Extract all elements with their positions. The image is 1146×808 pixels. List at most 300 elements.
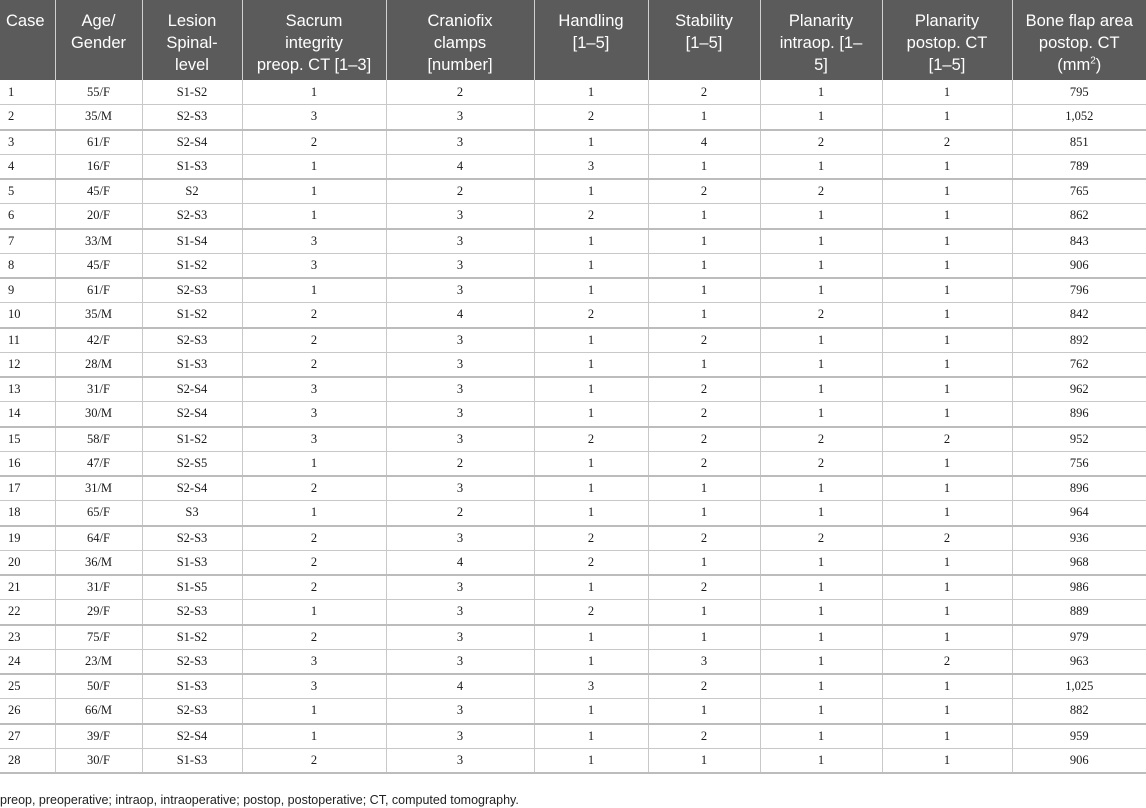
table-cell: S2-S3 [142, 105, 242, 130]
table-cell: 1 [0, 80, 55, 105]
table-cell: 36/M [55, 550, 142, 575]
table-cell: 1 [882, 204, 1012, 229]
table-cell: 3 [242, 402, 386, 427]
table-cell: 1 [534, 377, 648, 402]
table-cell: 795 [1012, 80, 1146, 105]
table-cell: 1 [882, 253, 1012, 278]
table-cell: 61/F [55, 130, 142, 155]
table-cell: 1 [648, 550, 760, 575]
table-row [0, 427, 1146, 452]
header-row [0, 0, 1146, 80]
table-cell: 1 [882, 724, 1012, 749]
table-row [0, 550, 1146, 575]
table-cell: 22 [0, 600, 55, 625]
table-row [0, 575, 1146, 600]
table-cell: 2 [760, 179, 882, 204]
column-header-unit [1057, 56, 1101, 74]
table-cell: 2 [648, 377, 760, 402]
table-cell: 7 [0, 229, 55, 254]
table-cell: 906 [1012, 253, 1146, 278]
table-cell: 1 [760, 724, 882, 749]
table-cell: 4 [648, 130, 760, 155]
column-header-line: Case [6, 12, 45, 30]
table-cell: 843 [1012, 229, 1146, 254]
table-cell: 2 [0, 105, 55, 130]
table-cell: 2 [760, 303, 882, 328]
table-cell: S1-S3 [142, 674, 242, 699]
table-cell: 3 [242, 105, 386, 130]
table-cell: 2 [242, 748, 386, 773]
table-cell: 2 [242, 328, 386, 353]
column-header [534, 0, 648, 80]
table-cell: 16/F [55, 154, 142, 179]
table-cell: 851 [1012, 130, 1146, 155]
table-cell: 1 [760, 699, 882, 724]
table-cell: 3 [386, 476, 534, 501]
table-cell: 35/M [55, 105, 142, 130]
table-cell: 10 [0, 303, 55, 328]
table-cell: 2 [534, 204, 648, 229]
table-cell: 1 [760, 229, 882, 254]
table-cell: 3 [242, 427, 386, 452]
table-cell: 16 [0, 451, 55, 476]
table-cell: 4 [386, 550, 534, 575]
table-cell: S2-S3 [142, 600, 242, 625]
table-cell: 3 [534, 674, 648, 699]
table-cell: 50/F [55, 674, 142, 699]
column-header [1012, 0, 1146, 80]
table-cell: S1-S2 [142, 253, 242, 278]
table-cell: 3 [386, 699, 534, 724]
table-cell: 3 [0, 130, 55, 155]
table-cell: 2 [648, 402, 760, 427]
table-row [0, 179, 1146, 204]
table-cell: 1 [882, 600, 1012, 625]
table-cell: 1 [534, 130, 648, 155]
table-cell: 968 [1012, 550, 1146, 575]
table-cell: 19 [0, 526, 55, 551]
table-cell: S1-S2 [142, 427, 242, 452]
table-cell: 2 [386, 179, 534, 204]
table-cell: 39/F [55, 724, 142, 749]
table-cell: 2 [760, 427, 882, 452]
column-header-line: Planarity [914, 12, 980, 30]
table-cell: 1 [534, 278, 648, 303]
table-cell: 2 [534, 550, 648, 575]
table-cell: 1 [242, 699, 386, 724]
table-cell: S2-S4 [142, 377, 242, 402]
table-row [0, 105, 1146, 130]
table-cell: 1 [760, 80, 882, 105]
table-cell: 1 [760, 278, 882, 303]
table-cell: 1 [648, 501, 760, 526]
table-row [0, 501, 1146, 526]
table-cell: 1 [534, 451, 648, 476]
table-cell: S1-S3 [142, 352, 242, 377]
table-cell: 64/F [55, 526, 142, 551]
table-cell: 1 [882, 105, 1012, 130]
table-cell: 20/F [55, 204, 142, 229]
table-cell: 1 [760, 253, 882, 278]
table-cell: 3 [242, 377, 386, 402]
column-header [648, 0, 760, 80]
table-cell: 3 [386, 575, 534, 600]
table-cell: 1 [534, 253, 648, 278]
table-row [0, 204, 1146, 229]
table-cell: 2 [386, 80, 534, 105]
table-row [0, 699, 1146, 724]
column-header-line: postop. CT [1038, 34, 1120, 52]
table-cell: 31/M [55, 476, 142, 501]
table-cell: 2 [882, 130, 1012, 155]
table-row [0, 278, 1146, 303]
unit-base: (mm [1057, 56, 1091, 74]
table-cell: 3 [386, 427, 534, 452]
table-cell: 1 [648, 105, 760, 130]
table-cell: 1 [648, 748, 760, 773]
table-cell: 979 [1012, 625, 1146, 650]
column-header-line: Gender [70, 34, 127, 52]
table-cell: 3 [386, 204, 534, 229]
table-cell: 1 [882, 451, 1012, 476]
table-cell: 1 [882, 229, 1012, 254]
table-row [0, 526, 1146, 551]
table-cell: 30/M [55, 402, 142, 427]
table-row [0, 451, 1146, 476]
table-cell: 1 [760, 625, 882, 650]
table-cell: 1 [534, 402, 648, 427]
table-cell: 1 [534, 724, 648, 749]
table-cell: 1 [648, 699, 760, 724]
table-row [0, 748, 1146, 773]
table-cell: 964 [1012, 501, 1146, 526]
table-cell: 28 [0, 748, 55, 773]
table-cell: 2 [648, 674, 760, 699]
column-header [55, 0, 142, 80]
table-cell: 765 [1012, 179, 1146, 204]
table-cell: 3 [242, 253, 386, 278]
table-cell: 906 [1012, 748, 1146, 773]
table-cell: 1 [648, 352, 760, 377]
table-cell: 896 [1012, 476, 1146, 501]
table-cell: 2 [242, 476, 386, 501]
table-cell: 3 [386, 649, 534, 674]
table-cell: 2 [242, 352, 386, 377]
table-cell: 1 [242, 204, 386, 229]
table-cell: 2 [534, 105, 648, 130]
table-cell: 986 [1012, 575, 1146, 600]
table-cell: 2 [242, 575, 386, 600]
table-row [0, 328, 1146, 353]
table-row [0, 352, 1146, 377]
table-cell: 2 [534, 600, 648, 625]
table-cell: 1 [882, 154, 1012, 179]
table-cell: 2 [242, 130, 386, 155]
table-row [0, 377, 1146, 402]
table-cell: 1 [882, 625, 1012, 650]
table-cell: 1 [882, 550, 1012, 575]
table-cell: 3 [386, 229, 534, 254]
table-row [0, 80, 1146, 105]
table-cell: 1 [648, 229, 760, 254]
table-cell: 61/F [55, 278, 142, 303]
table-cell: 4 [0, 154, 55, 179]
table-cell: 882 [1012, 699, 1146, 724]
table-cell: 21 [0, 575, 55, 600]
table-cell: 2 [534, 427, 648, 452]
table-cell: 30/F [55, 748, 142, 773]
column-header-line: [1–5] [685, 34, 723, 52]
table-cell: 1 [648, 303, 760, 328]
column-header [882, 0, 1012, 80]
table-cell: 1 [760, 575, 882, 600]
table-cell: 35/M [55, 303, 142, 328]
table-cell: 1 [882, 748, 1012, 773]
table-cell: 45/F [55, 179, 142, 204]
table-cell: 1 [534, 352, 648, 377]
table-cell: 3 [386, 105, 534, 130]
table-cell: 2 [242, 303, 386, 328]
table-cell: 31/F [55, 575, 142, 600]
table-cell: S1-S4 [142, 229, 242, 254]
table-cell: S1-S3 [142, 748, 242, 773]
table-cell: 842 [1012, 303, 1146, 328]
table-cell: S2-S3 [142, 526, 242, 551]
table-cell: 1 [760, 352, 882, 377]
table-cell: 33/M [55, 229, 142, 254]
table-cell: 1 [760, 476, 882, 501]
table-cell: 962 [1012, 377, 1146, 402]
table-cell: 23 [0, 625, 55, 650]
table-row [0, 154, 1146, 179]
table-row [0, 600, 1146, 625]
table-cell: S2-S4 [142, 476, 242, 501]
table-cell: S2-S3 [142, 278, 242, 303]
table-cell: 1 [242, 600, 386, 625]
table-cell: 952 [1012, 427, 1146, 452]
table-cell: 1 [882, 699, 1012, 724]
table-cell: 2 [242, 526, 386, 551]
column-header-line: [1–5] [928, 56, 966, 74]
table-cell: 4 [386, 674, 534, 699]
table-cell: 1 [882, 80, 1012, 105]
table-row [0, 303, 1146, 328]
table-cell: 2 [648, 179, 760, 204]
table-cell: 963 [1012, 649, 1146, 674]
table-cell: 6 [0, 204, 55, 229]
table-cell: 27 [0, 724, 55, 749]
table-row [0, 476, 1146, 501]
table-cell: 3 [648, 649, 760, 674]
table-cell: 1 [648, 625, 760, 650]
table-cell: 42/F [55, 328, 142, 353]
table-footnote: preop, preoperative; intraop, intraoperative; postop, postoperative; CT, computed tomography. [0, 793, 519, 807]
table-cell: 3 [386, 253, 534, 278]
table-cell: 1 [534, 328, 648, 353]
column-header [142, 0, 242, 80]
table-cell: 1 [534, 179, 648, 204]
table-cell: 3 [386, 724, 534, 749]
table-cell: 55/F [55, 80, 142, 105]
table-cell: 11 [0, 328, 55, 353]
table-cell: 2 [242, 550, 386, 575]
table-cell: 3 [386, 130, 534, 155]
table-cell: 2 [882, 427, 1012, 452]
table-cell: 892 [1012, 328, 1146, 353]
column-header-line: integrity [285, 34, 343, 52]
table-cell: 2 [760, 526, 882, 551]
table-cell: 2 [648, 724, 760, 749]
table-cell: 2 [882, 649, 1012, 674]
table-cell: 4 [386, 154, 534, 179]
table-cell: 1 [760, 600, 882, 625]
table-cell: 889 [1012, 600, 1146, 625]
table-cell: 1 [882, 501, 1012, 526]
table-cell: 13 [0, 377, 55, 402]
table-cell: 24 [0, 649, 55, 674]
table-cell: 31/F [55, 377, 142, 402]
table-cell: 1 [648, 600, 760, 625]
table-cell: 1 [534, 649, 648, 674]
table-cell: 66/M [55, 699, 142, 724]
table-cell: 3 [242, 229, 386, 254]
table-cell: 1 [648, 278, 760, 303]
table-cell: 15 [0, 427, 55, 452]
table-cell: 1 [242, 179, 386, 204]
table-cell: 1 [760, 674, 882, 699]
column-header-line: preop. CT [1–3] [256, 56, 372, 74]
table-row [0, 229, 1146, 254]
column-header-line: postop. CT [906, 34, 988, 52]
table-cell: S1-S5 [142, 575, 242, 600]
column-header-line: Bone flap area [1025, 12, 1133, 30]
column-header-line: Handling [558, 12, 624, 30]
table-cell: 1 [242, 278, 386, 303]
table-cell: 3 [386, 278, 534, 303]
table-cell: 2 [648, 451, 760, 476]
table-cell: S2 [142, 179, 242, 204]
column-header-line: Craniofix [427, 12, 493, 30]
table-cell: 2 [386, 451, 534, 476]
table-cell: 3 [242, 674, 386, 699]
table-cell: 1 [242, 80, 386, 105]
table-cell: 1 [534, 476, 648, 501]
table-cell: 1 [648, 204, 760, 229]
table-cell: 2 [648, 80, 760, 105]
table-cell: 9 [0, 278, 55, 303]
table-cell: 789 [1012, 154, 1146, 179]
table-cell: 20 [0, 550, 55, 575]
table-cell: 45/F [55, 253, 142, 278]
table-cell: 3 [386, 352, 534, 377]
table-cell: 1 [534, 748, 648, 773]
table-cell: 1 [534, 501, 648, 526]
table-cell: 17 [0, 476, 55, 501]
table-cell: 1 [760, 154, 882, 179]
column-header-line: 5] [814, 56, 828, 74]
table-cell: 1 [882, 328, 1012, 353]
table-cell: 1 [534, 699, 648, 724]
column-header-line: Stability [675, 12, 733, 30]
table-cell: 1 [648, 154, 760, 179]
table-cell: 1 [760, 550, 882, 575]
table-cell: 2 [648, 526, 760, 551]
table-row [0, 649, 1146, 674]
table-cell: 1 [534, 229, 648, 254]
table-cell: 2 [648, 575, 760, 600]
table-cell: 18 [0, 501, 55, 526]
table-cell: S1-S2 [142, 625, 242, 650]
table-row [0, 674, 1146, 699]
table-cell: 936 [1012, 526, 1146, 551]
table-cell: 862 [1012, 204, 1146, 229]
table-cell: 1 [882, 352, 1012, 377]
table-cell: 3 [386, 526, 534, 551]
column-header-line: Age/ [81, 12, 116, 30]
column-header-line: [1–5] [572, 34, 610, 52]
table-cell: 1 [242, 724, 386, 749]
table-cell: 1 [882, 402, 1012, 427]
table-cell: 2 [648, 328, 760, 353]
table-cell: 1 [882, 278, 1012, 303]
table-cell: S2-S3 [142, 649, 242, 674]
table-cell: 762 [1012, 352, 1146, 377]
table-cell: 3 [386, 600, 534, 625]
table-cell: 29/F [55, 600, 142, 625]
table-cell: S2-S3 [142, 328, 242, 353]
column-header-line: clamps [433, 34, 487, 52]
table-cell: 3 [386, 402, 534, 427]
table-cell: 1 [242, 501, 386, 526]
table-cell: S1-S3 [142, 550, 242, 575]
table-cell: 2 [534, 526, 648, 551]
table-cell: 3 [534, 154, 648, 179]
table-cell: 58/F [55, 427, 142, 452]
table-cell: 1 [534, 80, 648, 105]
table-cell: 23/M [55, 649, 142, 674]
table-cell: S2-S4 [142, 724, 242, 749]
table-cell: 1 [882, 476, 1012, 501]
table-header [0, 0, 1146, 80]
table-cell: 8 [0, 253, 55, 278]
column-header [760, 0, 882, 80]
table-cell: 1,025 [1012, 674, 1146, 699]
table-row [0, 253, 1146, 278]
column-header-line: Sacrum [285, 12, 343, 30]
table-cell: 2 [760, 451, 882, 476]
column-header-line: Planarity [788, 12, 854, 30]
table-row [0, 402, 1146, 427]
table-cell: S1-S3 [142, 154, 242, 179]
table-cell: 896 [1012, 402, 1146, 427]
table-cell: 756 [1012, 451, 1146, 476]
table-cell: 47/F [55, 451, 142, 476]
table-cell: 1 [882, 377, 1012, 402]
table-cell: 1 [648, 476, 760, 501]
table-cell: 1 [882, 674, 1012, 699]
table-cell: 14 [0, 402, 55, 427]
table-cell: S2-S3 [142, 204, 242, 229]
table-cell: 1,052 [1012, 105, 1146, 130]
table-cell: 3 [386, 748, 534, 773]
table-cell: 3 [386, 625, 534, 650]
table-cell: 2 [648, 427, 760, 452]
table-cell: 12 [0, 352, 55, 377]
table-cell: 1 [242, 154, 386, 179]
column-header-line: Spinal- [166, 34, 218, 52]
table-cell: 4 [386, 303, 534, 328]
table-cell: S3 [142, 501, 242, 526]
